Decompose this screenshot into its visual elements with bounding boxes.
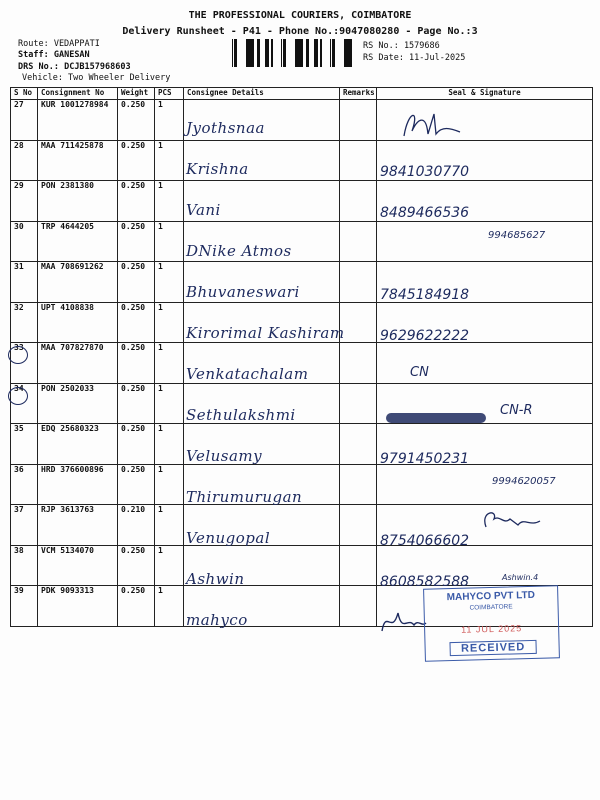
cell-remarks	[340, 586, 377, 627]
cell-consignment-no: MAA 708691262	[38, 262, 118, 303]
table-body	[11, 100, 593, 627]
handwritten-consignee: Thirumurugan	[186, 488, 303, 506]
handwritten-consignee: DNike Atmos	[186, 242, 292, 260]
seal-cn-33: CN	[410, 365, 429, 380]
cell-sno: 27	[11, 100, 38, 141]
circle-mark-33	[8, 346, 28, 364]
table-row	[11, 262, 593, 303]
staff-label	[18, 50, 90, 60]
handwritten-consignee: Venugopal	[186, 529, 271, 547]
signature-27	[398, 106, 468, 142]
cell-seal-signature	[377, 464, 593, 505]
cell-sno: 34	[11, 383, 38, 424]
cell-weight: 0.250	[118, 424, 155, 465]
cell-pcs: 1	[155, 505, 184, 546]
stamp-date: 11 JUL 2025	[460, 623, 523, 635]
cell-sno: 32	[11, 302, 38, 343]
circle-mark-34	[8, 387, 28, 405]
handwritten-consignee: Vani	[186, 201, 221, 219]
col-seal-signature: Seal & Signature	[377, 88, 593, 100]
cell-pcs: 1	[155, 545, 184, 586]
drs-label-key: DRS No.:	[18, 62, 59, 72]
handwritten-consignee: Jyothsnaa	[186, 119, 265, 137]
cell-weight: 0.250	[118, 140, 155, 181]
cell-consignment-no: HRD 376600896	[38, 464, 118, 505]
cell-sno: 29	[11, 181, 38, 222]
cell-consignment-no: TRP 4644205	[38, 221, 118, 262]
table-row	[11, 424, 593, 465]
cell-pcs: 1	[155, 586, 184, 627]
cell-weight: 0.210	[118, 505, 155, 546]
cell-pcs: 1	[155, 383, 184, 424]
drs-value: DCJB157968603	[64, 62, 131, 72]
cell-sno: 31	[11, 262, 38, 303]
cell-remarks	[340, 545, 377, 586]
handwritten-consignee: Velusamy	[186, 447, 263, 465]
runsheet-table	[10, 87, 593, 627]
cell-pcs: 1	[155, 302, 184, 343]
cell-consignment-no: PON 2381380	[38, 181, 118, 222]
cell-weight: 0.250	[118, 545, 155, 586]
cell-consignment-no: MAA 711425878	[38, 140, 118, 181]
col-pcs: PCS	[155, 88, 184, 100]
handwritten-phone: 8489466536	[380, 205, 470, 221]
handwritten-phone: 9791450231	[380, 451, 470, 467]
cell-sno: 39	[11, 586, 38, 627]
cell-consignment-no: UPT 4108838	[38, 302, 118, 343]
cell-pcs: 1	[155, 343, 184, 384]
cell-sno: 33	[11, 343, 38, 384]
cell-consignment-no: PON 2502033	[38, 383, 118, 424]
col-consignment: Consignment No	[38, 88, 118, 100]
handwritten-phone: 8754066602	[380, 533, 470, 549]
signature-39	[378, 605, 428, 635]
drs-label	[18, 62, 131, 72]
handwritten-consignee: Bhuvaneswari	[186, 283, 300, 301]
cell-sno: 38	[11, 545, 38, 586]
handwritten-consignee: Kirorimal Kashiram	[186, 324, 345, 342]
cell-remarks	[340, 302, 377, 343]
handwritten-consignee: Venkatachalam	[186, 365, 309, 383]
cell-consignment-no: PDK 9093313	[38, 586, 118, 627]
cell-seal-signature	[377, 221, 593, 262]
cell-pcs: 1	[155, 262, 184, 303]
table-row	[11, 100, 593, 141]
cell-weight: 0.250	[118, 181, 155, 222]
rs-number: RS No.: 1579686	[363, 41, 440, 51]
cell-weight: 0.250	[118, 100, 155, 141]
cell-remarks	[340, 181, 377, 222]
scribble-out	[386, 413, 486, 423]
col-weight: Weight	[118, 88, 155, 100]
cell-weight: 0.250	[118, 383, 155, 424]
handwritten-consignee: Sethulakshmi	[186, 406, 296, 424]
cell-sno: 30	[11, 221, 38, 262]
stamp-city: COIMBATORE	[469, 603, 513, 612]
cell-pcs: 1	[155, 181, 184, 222]
cell-pcs: 1	[155, 100, 184, 141]
cell-sno: 37	[11, 505, 38, 546]
seal-cnr-34: CN-R	[500, 403, 533, 418]
rs-date: RS Date: 11-Jul-2025	[363, 53, 466, 63]
handwritten-consignee: Krishna	[186, 160, 249, 178]
runsheet-subtitle: Delivery Runsheet - P41 - Phone No.:9047080280 - Page No.:3	[122, 26, 478, 37]
table-header-row	[11, 88, 593, 100]
table-row	[11, 181, 593, 222]
cell-consignment-no: KUR 1001278984	[38, 100, 118, 141]
cell-sno: 28	[11, 140, 38, 181]
cell-weight: 0.250	[118, 343, 155, 384]
cell-consignment-no: EDQ 25680323	[38, 424, 118, 465]
cell-weight: 0.250	[118, 586, 155, 627]
handwritten-phone: 9994620057	[492, 476, 556, 487]
cell-weight: 0.250	[118, 302, 155, 343]
ashwin-signature-text: Ashwin.4	[502, 573, 539, 582]
cell-remarks	[340, 424, 377, 465]
vehicle-label: Vehicle: Two Wheeler Delivery	[22, 73, 171, 83]
handwritten-phone: 7845184918	[380, 287, 470, 303]
cell-consignment-no: VCM 5134070	[38, 545, 118, 586]
route-label: Route: VEDAPPATI	[18, 39, 100, 49]
signature-37	[478, 505, 548, 535]
table-row	[11, 221, 593, 262]
cell-pcs: 1	[155, 464, 184, 505]
cell-remarks	[340, 343, 377, 384]
stamp-company: MAHYCO PVT LTD	[446, 589, 536, 604]
cell-consignment-no: RJP 3613763	[38, 505, 118, 546]
staff-value: GANESAN	[53, 50, 90, 60]
col-sno: S No	[11, 88, 38, 100]
cell-remarks	[340, 221, 377, 262]
handwritten-consignee: mahyco	[186, 611, 248, 629]
handwritten-phone: 9629622222	[380, 328, 470, 344]
cell-remarks	[340, 383, 377, 424]
barcode	[231, 39, 357, 67]
cell-weight: 0.250	[118, 464, 155, 505]
cell-remarks	[340, 100, 377, 141]
table-row	[11, 140, 593, 181]
company-received-stamp	[423, 585, 560, 662]
handwritten-phone: 994685627	[488, 230, 546, 241]
cell-sno: 35	[11, 424, 38, 465]
cell-remarks	[340, 505, 377, 546]
cell-weight: 0.250	[118, 262, 155, 303]
cell-sno: 36	[11, 464, 38, 505]
stamp-status: RECEIVED	[449, 640, 536, 656]
company-title: THE PROFESSIONAL COURIERS, COIMBATORE	[188, 10, 412, 21]
cell-pcs: 1	[155, 221, 184, 262]
cell-consignment-no: MAA 707827870	[38, 343, 118, 384]
cell-remarks	[340, 140, 377, 181]
handwritten-phone: 8608582588	[380, 574, 470, 590]
handwritten-consignee: Ashwin	[186, 570, 245, 588]
cell-remarks	[340, 464, 377, 505]
cell-pcs: 1	[155, 424, 184, 465]
cell-seal-signature	[377, 343, 593, 384]
cell-remarks	[340, 262, 377, 303]
col-remarks: Remarks	[340, 88, 377, 100]
col-consignee: Consignee Details	[184, 88, 340, 100]
handwritten-phone: 9841030770	[380, 164, 470, 180]
staff-label-key: Staff:	[18, 50, 49, 60]
cell-pcs: 1	[155, 140, 184, 181]
cell-weight: 0.250	[118, 221, 155, 262]
